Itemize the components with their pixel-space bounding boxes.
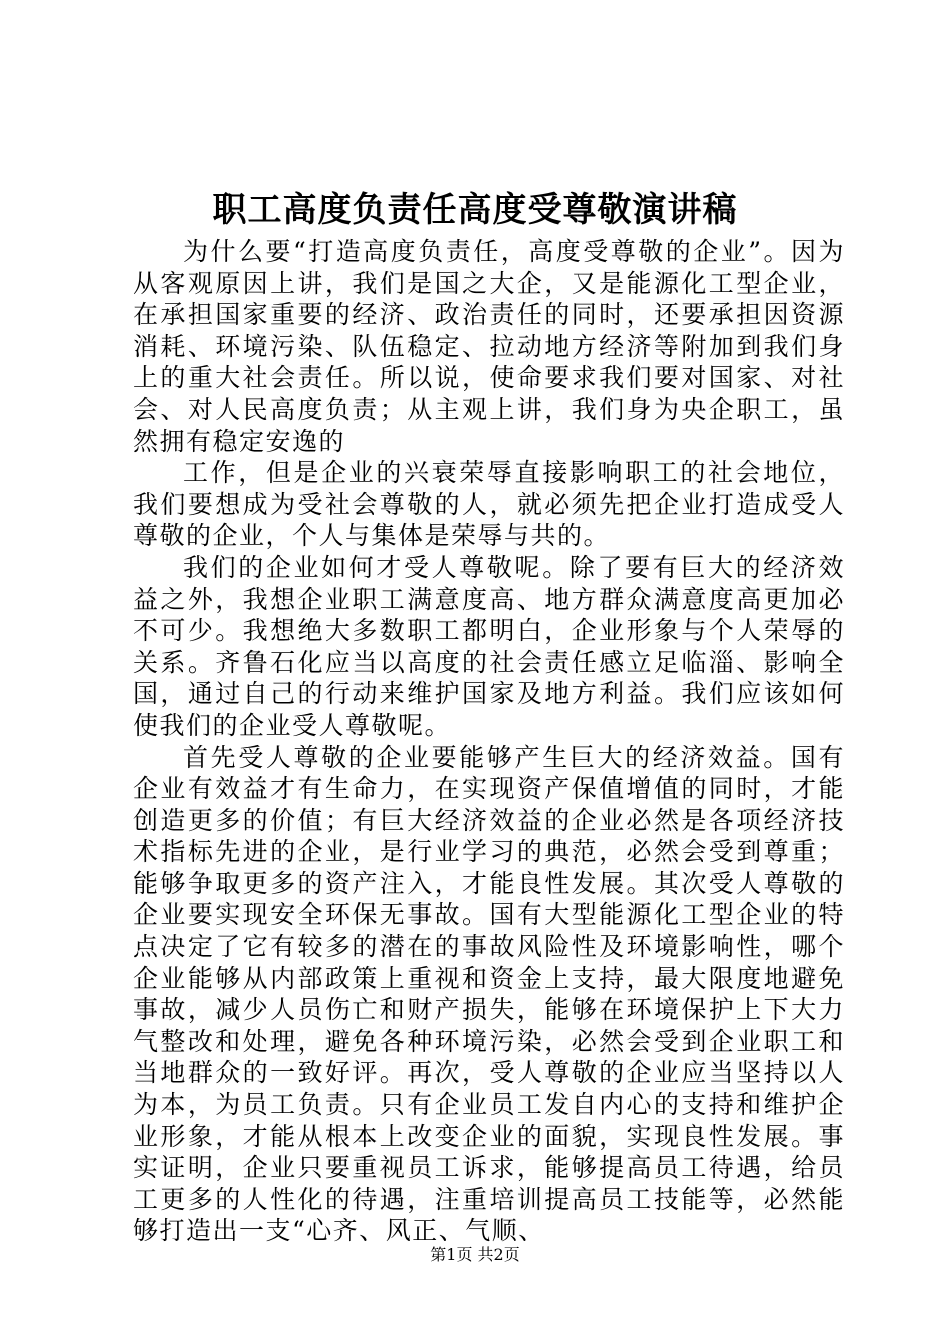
paragraph-3: 我们的企业如何才受人尊敬呢。除了要有巨大的经济效益之外，我想企业职工满意度高、地方群众满意度高更加必不可少。我想绝大多数职工都明白，企业形象与个人荣辱的关系。齐鲁石化应当以高度的社会责任感立足临淄、影响全国，通过自己的行动来维护国家及地方利益。我们应该如何使我们的企业受人尊敬呢。 [133, 552, 845, 740]
page-title: 职工高度负责任高度受尊敬演讲稿 [212, 190, 738, 230]
paragraph-2: 工作，但是企业的兴衰荣辱直接影响职工的社会地位，我们要想成为受社会尊敬的人，就必须先把企业打造成受人尊敬的企业，个人与集体是荣辱与共的。 [133, 458, 845, 551]
paragraph-4: 首先受人尊敬的企业要能够产生巨大的经济效益。国有企业有效益才有生命力，在实现资产保值增值的同时，才能创造更多的价值；有巨大经济效益的企业必然是各项经济技术指标先进的企业，是行业学习的典范，必然会受到尊重；能够争取更多的资产注入，才能良性发展。其次受人尊敬的企业要实现安全环保无事故。国有大型能源化工型企业的特点决定了它有较多的潜在的事故风险性及环境影响性，哪个企业能够从内部政策上重视和资金上支持，最大限度地避免事故，减少人员伤亡和财产损失，能够在环境保护上下大力气整改和处理，避免各种环境污染，必然会受到企业职工和当地群众的一致好评。再次，受人尊敬的企业应当坚持以人为本，为员工负责。只有企业员工发自内心的支持和维护企业形象，才能从根本上改变企业的面貌，实现良性发展。事实证明，企业只要重视员工诉求，能够提高员工待遇，给员工更多的人性化的待遇，注重培训提高员工技能等，必然能够打造出一支“心齐、风正、气顺、 [133, 742, 845, 1246]
paragraph-1: 为什么要“打造高度负责任，高度受尊敬的企业”。因为从客观原因上讲，我们是国之大企，又是能源化工型企业，在承担国家重要的经济、政治责任的同时，还要承担因资源消耗、环境污染、队伍稳定、拉动地方经济等附加到我们身上的重大社会责任。所以说，使命要求我们要对国家、对社会、对人民高度负责；从主观上讲，我们身为央企职工，虽然拥有稳定安逸的 [133, 237, 845, 456]
page-number-footer: 第1页 共2页 [430, 1245, 520, 1264]
document-body [133, 236, 845, 1247]
